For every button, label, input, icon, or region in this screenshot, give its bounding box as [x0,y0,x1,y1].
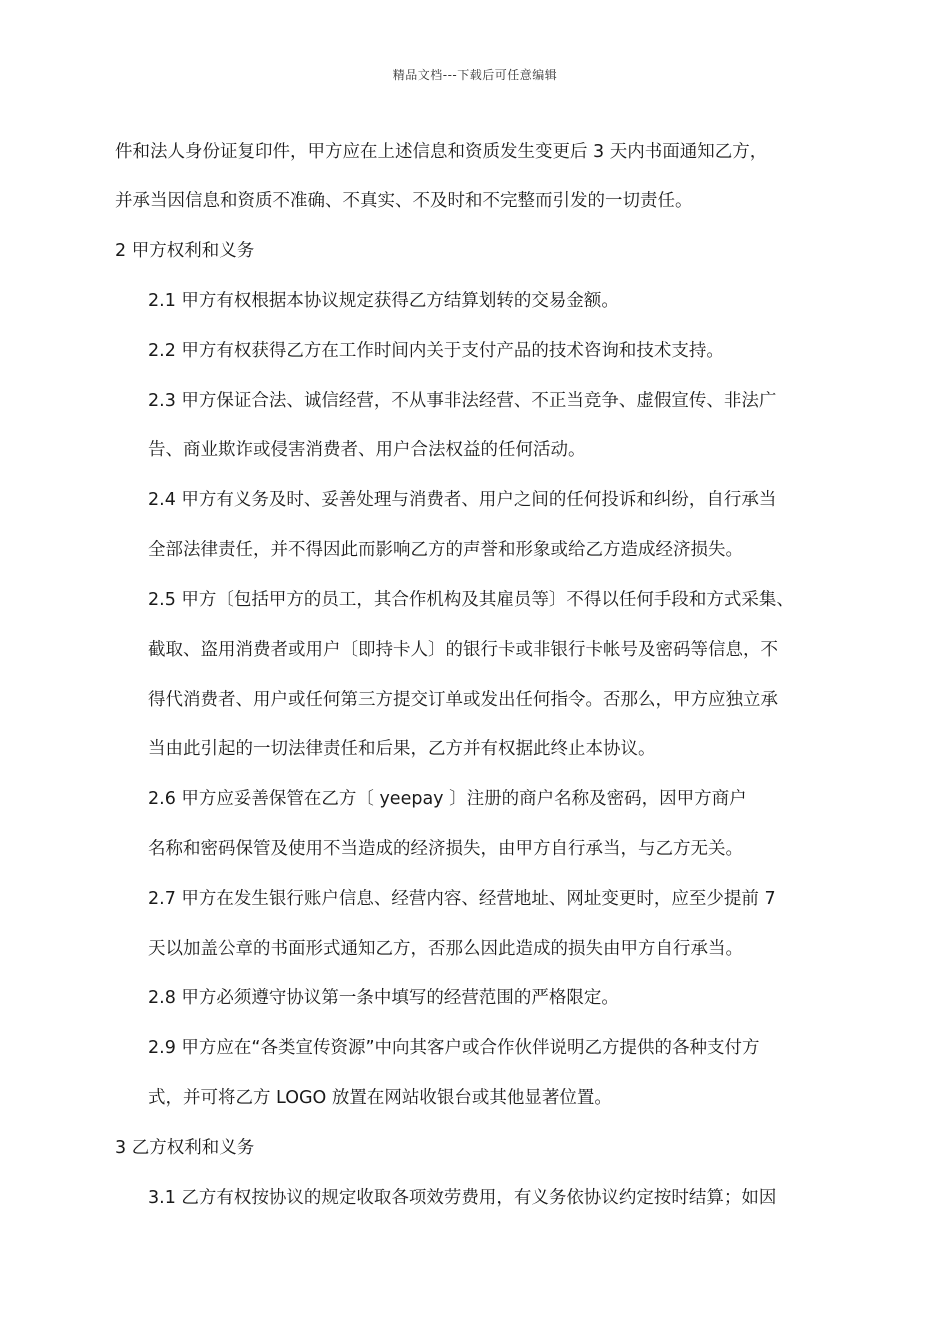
clause-line: 2.7 甲方在发生银行账户信息、经营内容、经营地址、网址变更时，应至少提前 7 [148,889,776,909]
clause-line: 2.4 甲方有义务及时、妥善处理与消费者、用户之间的任何投诉和纠纷，自行承当 [148,490,777,510]
clause-line: 2.1 甲方有权根据本协议规定获得乙方结算划转的交易金额。 [148,291,619,311]
clause-line: 2.3 甲方保证合法、诚信经营，不从事非法经营、不正当竞争、虚假宣传、非法广 [148,391,777,411]
clause-line: 当由此引起的一切法律责任和后果，乙方并有权据此终止本协议。 [148,739,656,759]
clause-line: 2.6 甲方应妥善保管在乙方〔 yeepay 〕注册的商户名称及密码，因甲方商户 [148,789,747,809]
clause-line: 得代消费者、用户或任何第三方提交订单或发出任何指令。否那么，甲方应独立承 [148,690,778,710]
clause-line: 3.1 乙方有权按协议的规定收取各项效劳费用，有义务依协议约定按时结算；如因 [148,1188,777,1208]
clause-line: 天以加盖公章的书面形式通知乙方，否那么因此造成的损失由甲方自行承当。 [148,939,743,959]
paragraph-line: 并承当因信息和资质不准确、不真实、不及时和不完整而引发的一切责任。 [115,191,693,211]
clause-line: 告、商业欺诈或侵害消费者、用户合法权益的任何活动。 [148,440,586,460]
paragraph-line: 件和法人身份证复印件，甲方应在上述信息和资质发生变更后 3 天内书面通知乙方， [115,142,768,162]
clause-line: 2.9 甲方应在“各类宣传资源”中向其客户或合作伙伴说明乙方提供的各种支付方 [148,1038,760,1058]
clause-line: 2.8 甲方必须遵守协议第一条中填写的经营范围的严格限定。 [148,988,619,1008]
section-heading: 3 乙方权利和义务 [115,1138,255,1158]
clause-line: 2.5 甲方〔包括甲方的员工，其合作机构及其雇员等〕不得以任何手段和方式采集、 [148,590,794,610]
clause-line: 式，并可将乙方 LOGO 放置在网站收银台或其他显著位置。 [148,1088,612,1108]
clause-line: 2.2 甲方有权获得乙方在工作时间内关于支付产品的技术咨询和技术支持。 [148,341,724,361]
section-heading: 2 甲方权利和义务 [115,241,255,261]
clause-line: 全部法律责任，并不得因此而影响乙方的声誉和形象或给乙方造成经济损失。 [148,540,743,560]
clause-line: 名称和密码保管及使用不当造成的经济损失，由甲方自行承当，与乙方无关。 [148,839,743,859]
page-header: 精品文档---下载后可任意编辑 [392,68,558,82]
clause-line: 截取、盗用消费者或用户〔即持卡人〕的银行卡或非银行卡帐号及密码等信息，不 [148,640,778,660]
